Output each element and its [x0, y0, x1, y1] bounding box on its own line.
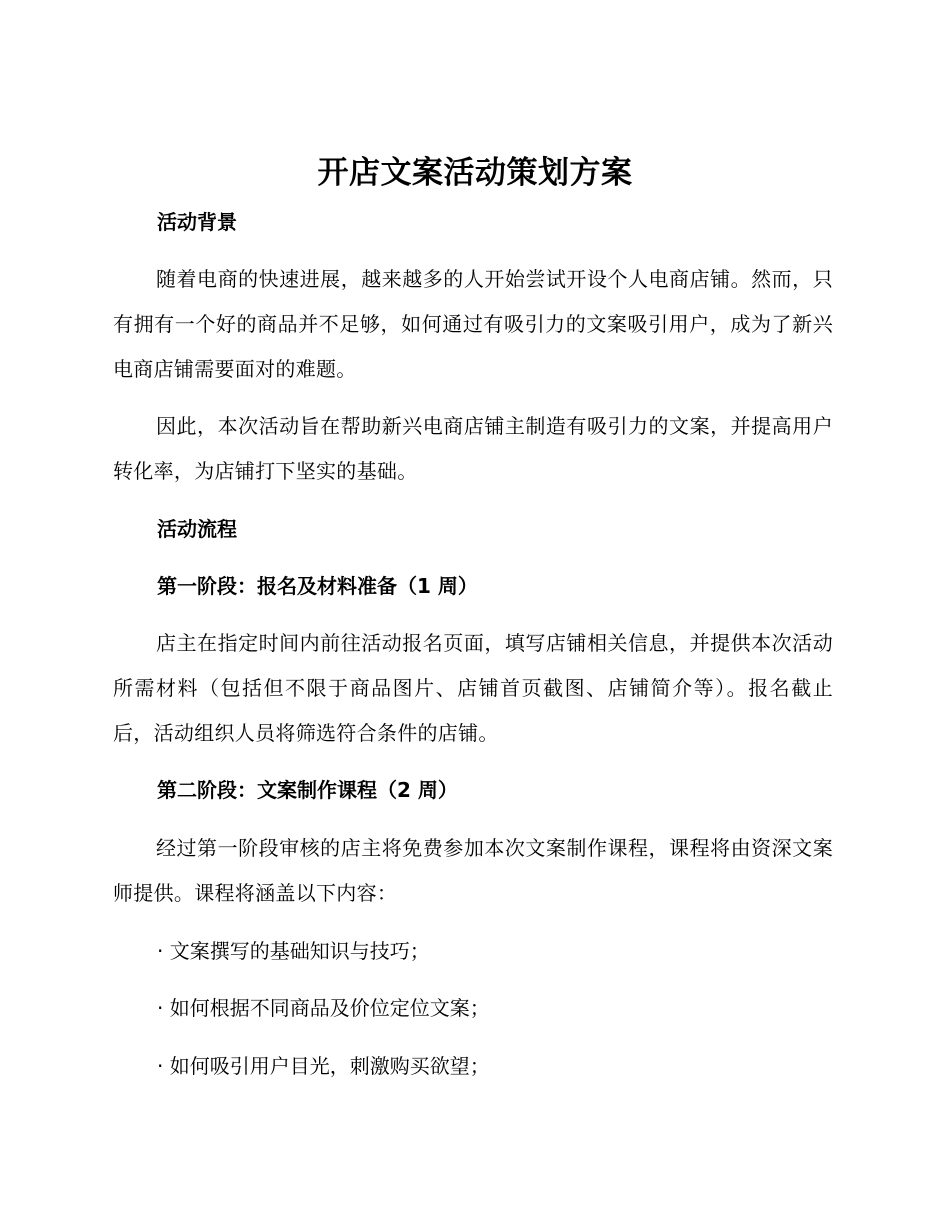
- document-title: 开店文案活动策划方案: [317, 155, 633, 191]
- stage-1-heading: 第一阶段：报名及材料准备（1 周）: [157, 574, 478, 598]
- section-heading-process: 活动流程: [157, 517, 237, 541]
- stage-2-heading: 第二阶段：文案制作课程（2 周）: [157, 778, 458, 802]
- bullet-item: · 如何吸引用户目光，刺激购买欲望；: [157, 1054, 490, 1078]
- stage-2-paragraph: 经过第一阶段审核的店主将免费参加本次文案制作课程，课程将由资深文案师提供。课程将涵盖以下内容：: [113, 836, 833, 905]
- bullet-item: · 如何根据不同商品及价位定位文案；: [157, 996, 490, 1020]
- background-paragraph-1: 随着电商的快速进展，越来越多的人开始尝试开设个人电商店铺。然而，只有拥有一个好的商品并不足够，如何通过有吸引力的文案吸引用户，成为了新兴电商店铺需要面对的难题。: [113, 267, 833, 381]
- bullet-item: · 文案撰写的基础知识与技巧；: [157, 939, 430, 963]
- section-heading-background: 活动背景: [157, 210, 237, 234]
- background-paragraph-2: 因此，本次活动旨在帮助新兴电商店铺主制造有吸引力的文案，并提高用户转化率，为店铺打下坚实的基础。: [113, 414, 833, 483]
- stage-1-paragraph: 店主在指定时间内前往活动报名页面，填写店铺相关信息，并提供本次活动所需材料（包括但不限于商品图片、店铺首页截图、店铺简介等）。报名截止后，活动组织人员将筛选符合条件的店铺。: [113, 631, 833, 745]
